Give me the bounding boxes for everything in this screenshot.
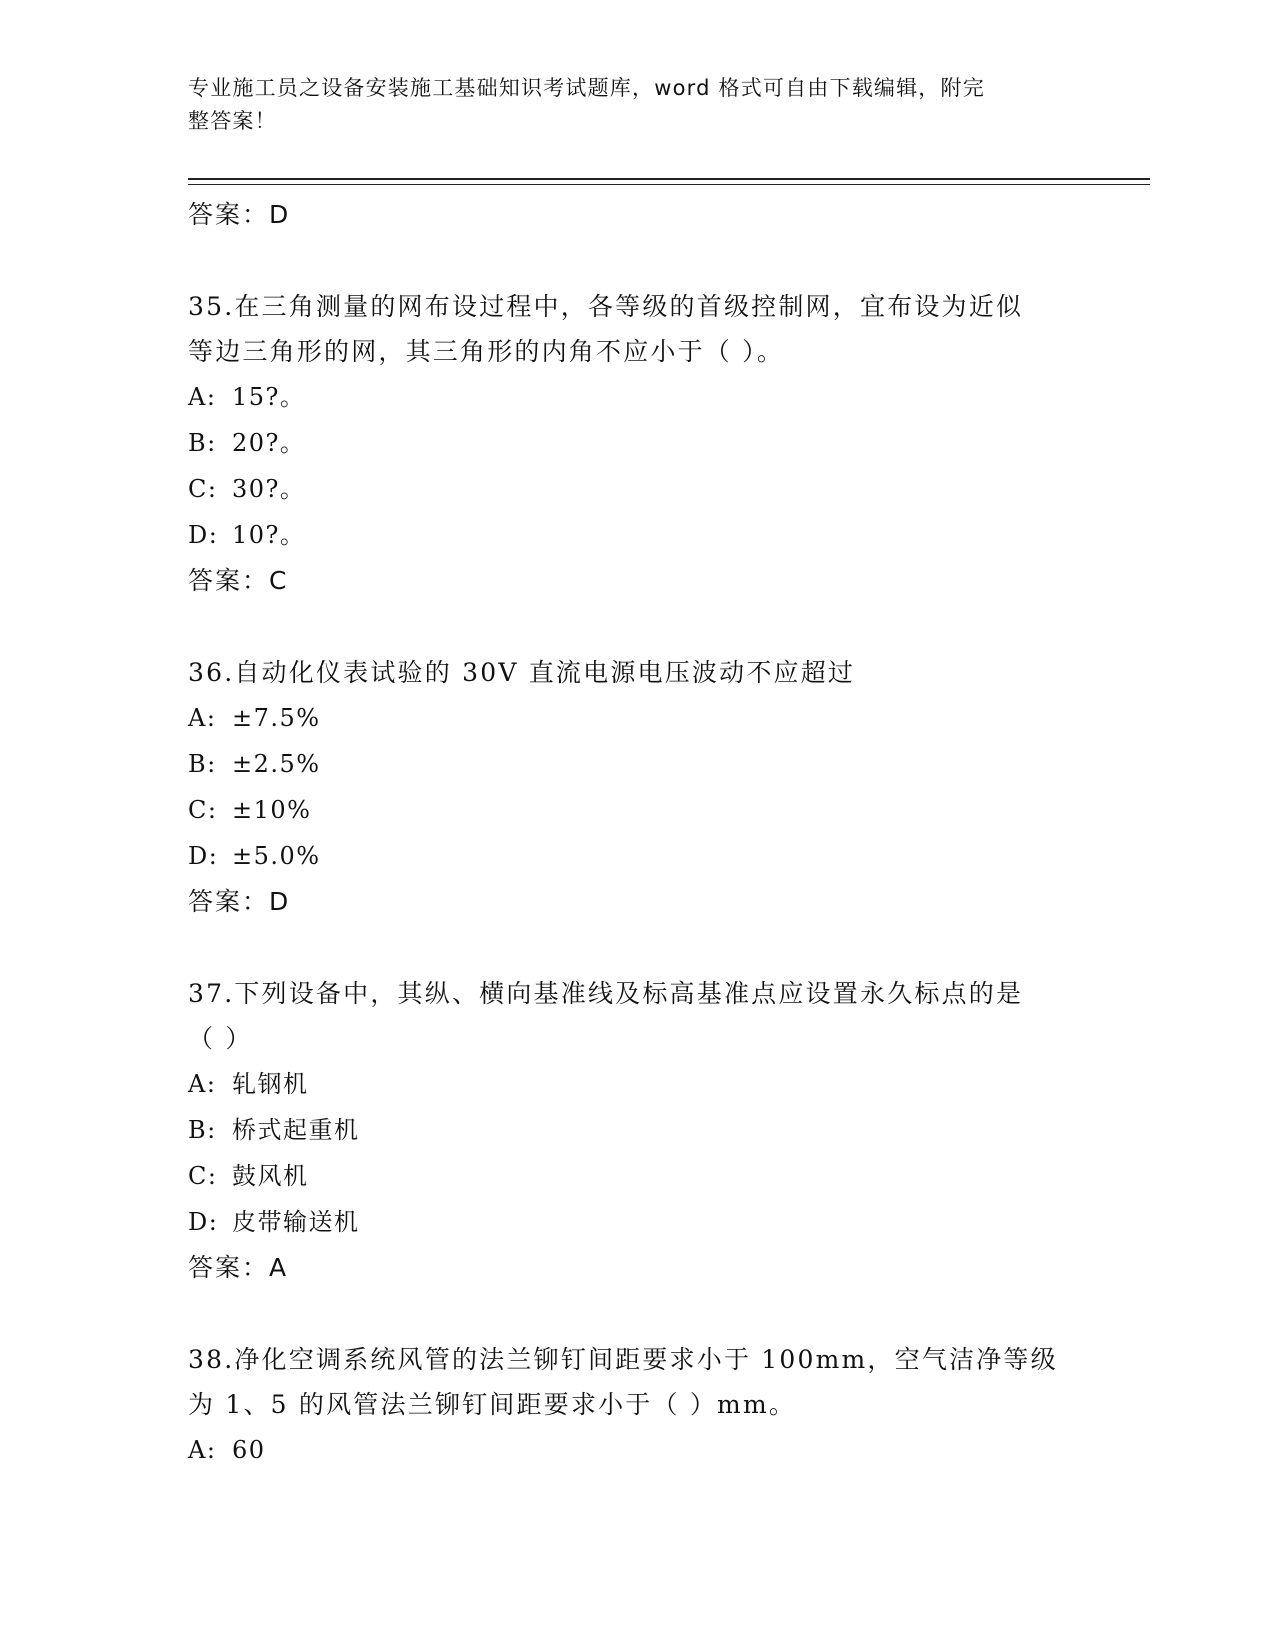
- option-key: A:: [188, 1070, 217, 1098]
- option-text: 鼓风机: [232, 1162, 309, 1190]
- answer-line: 答案：C: [188, 566, 289, 595]
- option-text: 10?。: [232, 521, 306, 549]
- header-line-1: 专业施工员之设备安装施工基础知识考试题库，word 格式可自由下载编辑，附完: [188, 76, 985, 100]
- question-37: [188, 971, 1088, 1290]
- option-key: C:: [188, 475, 218, 503]
- question-38: [188, 1337, 1088, 1473]
- option-b: [188, 420, 1088, 466]
- option-a: [188, 695, 1088, 741]
- question-stem-line: 36.自动化仪表试验的 30V 直流电源电压波动不应超过: [188, 658, 856, 687]
- option-key: C:: [188, 1162, 218, 1190]
- question-stem-line: 为 1、5 的风管法兰铆钉间距要求小于（ ）mm。: [188, 1390, 797, 1419]
- option-key: D:: [188, 842, 219, 870]
- option-text: ±7.5%: [232, 704, 321, 732]
- option-a: [188, 374, 1088, 420]
- option-c: [188, 787, 1088, 833]
- question-stem-line: （ ）: [188, 1024, 253, 1053]
- option-key: D:: [188, 521, 219, 549]
- option-key: C:: [188, 796, 218, 824]
- option-key: D:: [188, 1208, 219, 1236]
- option-text: 15?。: [232, 383, 306, 411]
- option-key: B:: [188, 429, 217, 457]
- option-key: B:: [188, 750, 217, 778]
- answer-line: 答案：A: [188, 1253, 289, 1282]
- question-stem-line: 37.下列设备中，其纵、横向基准线及标高基准点应设置永久标点的是: [188, 979, 1024, 1008]
- question-list: [188, 192, 1088, 1473]
- header-rule-thick: [188, 178, 1150, 180]
- option-a: [188, 1427, 1088, 1473]
- answer-line: 答案：D: [188, 887, 291, 916]
- option-text: 30?。: [232, 475, 306, 503]
- option-b: [188, 1107, 1088, 1153]
- question-35: [188, 284, 1088, 603]
- option-d: [188, 1199, 1088, 1245]
- option-key: A:: [188, 383, 217, 411]
- question-stem-line: 35.在三角测量的网布设过程中，各等级的首级控制网，宜布设为近似: [188, 292, 1024, 321]
- option-text: 桥式起重机: [232, 1116, 360, 1144]
- option-b: [188, 741, 1088, 787]
- header-rule-thin: [188, 184, 1150, 185]
- option-text: ±5.0%: [232, 842, 321, 870]
- option-key: B:: [188, 1116, 217, 1144]
- document-header: [188, 72, 1068, 138]
- option-text: 60: [232, 1436, 266, 1464]
- option-text: 轧钢机: [232, 1070, 309, 1098]
- question-stem-line: 38.净化空调系统风管的法兰铆钉间距要求小于 100mm，空气洁净等级: [188, 1345, 1058, 1374]
- option-c: [188, 1153, 1088, 1199]
- header-line-2: 整答案！: [188, 109, 277, 133]
- option-d: [188, 512, 1088, 558]
- question-36: [188, 650, 1088, 924]
- option-text: 20?。: [232, 429, 306, 457]
- option-a: [188, 1061, 1088, 1107]
- option-text: ±10%: [232, 796, 312, 824]
- option-key: A:: [188, 1436, 217, 1464]
- option-d: [188, 833, 1088, 879]
- option-c: [188, 466, 1088, 512]
- option-text: ±2.5%: [232, 750, 321, 778]
- option-key: A:: [188, 704, 217, 732]
- question-stem-line: 等边三角形的网，其三角形的内角不应小于（ ）。: [188, 337, 785, 366]
- answer-line: 答案：D: [188, 200, 291, 229]
- option-text: 皮带输送机: [232, 1208, 360, 1236]
